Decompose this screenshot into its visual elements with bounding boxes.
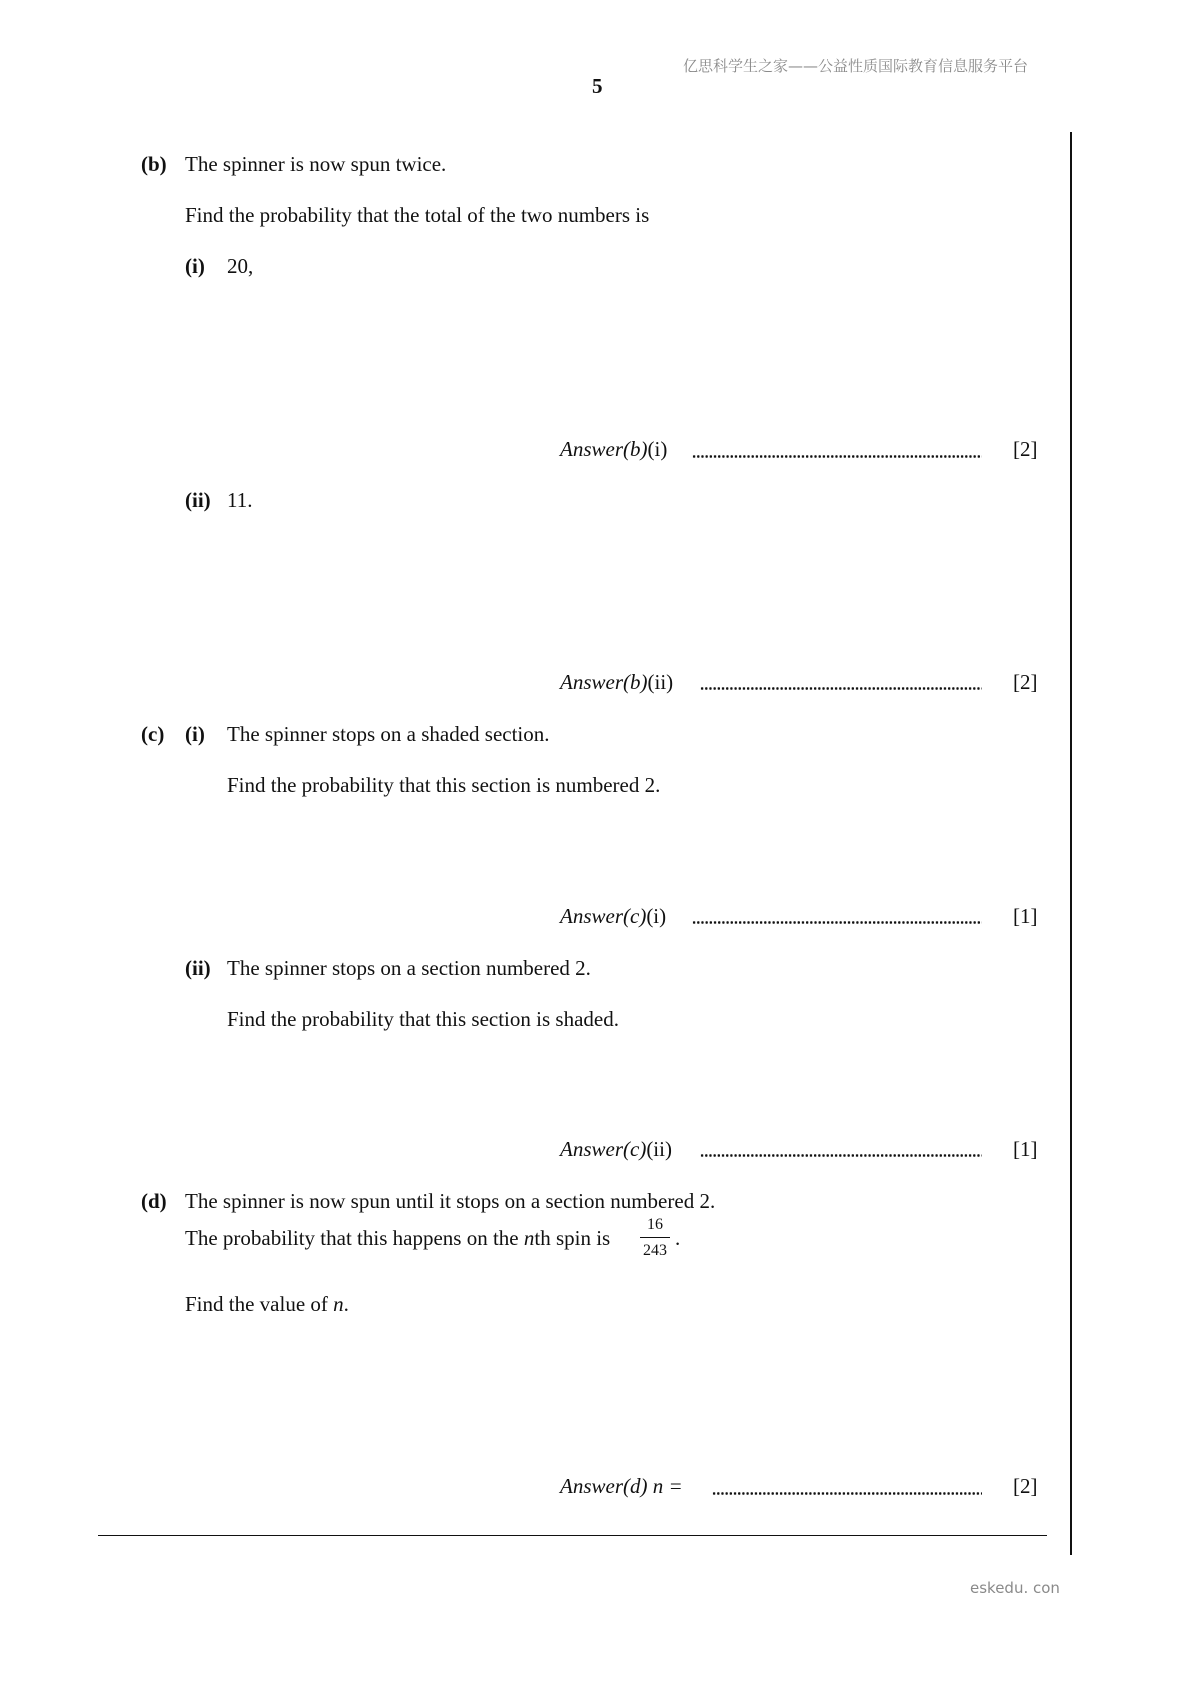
part-b-ii-label: (ii) <box>185 488 211 512</box>
answer-c-i-label: Answer(c)(i) <box>560 904 667 928</box>
bottom-rule <box>98 1535 1047 1536</box>
part-d-label: (d) <box>141 1189 167 1213</box>
fraction-bar <box>640 1237 670 1238</box>
part-c-i-label: (i) <box>185 722 205 746</box>
answer-b-i-line[interactable] <box>692 454 982 460</box>
fraction-denominator: 243 <box>643 1242 667 1259</box>
part-d-line1: The spinner is now spun until it stops on a section numbered 2. <box>185 1189 716 1213</box>
part-b-ii-text: 11. <box>227 488 253 512</box>
answer-c-ii-line[interactable] <box>700 1153 982 1159</box>
part-b-label: (b) <box>141 152 167 176</box>
part-b-i-text: 20, <box>227 254 254 278</box>
answer-b-ii-label: Answer(b)(ii) <box>560 670 674 694</box>
marks-b-i: [2] <box>1013 437 1038 461</box>
part-d-line2-end: . <box>675 1226 681 1250</box>
probability-fraction <box>640 1217 670 1259</box>
header-watermark: 亿思科学生之家——公益性质国际教育信息服务平台 <box>683 57 1029 75</box>
marks-b-ii: [2] <box>1013 670 1038 694</box>
page-number: 5 <box>592 74 603 98</box>
part-c-i-text: The spinner stops on a shaded section. <box>227 722 550 746</box>
part-c-ii-question: Find the probability that this section is shaded. <box>227 1007 619 1031</box>
answer-d-label: Answer(d) n = <box>560 1474 683 1498</box>
part-c-ii-label: (ii) <box>185 956 211 980</box>
marks-d: [2] <box>1013 1474 1038 1498</box>
part-d-line2: The probability that this happens on the nth spin is <box>185 1226 611 1250</box>
part-c-label: (c) <box>141 722 165 746</box>
part-c-i-question: Find the probability that this section is numbered 2. <box>227 773 661 797</box>
answer-b-i-label: Answer(b)(i) <box>560 437 668 461</box>
fraction-numerator: 16 <box>647 1216 663 1233</box>
marks-c-ii: [1] <box>1013 1137 1038 1161</box>
part-c-ii-text: The spinner stops on a section numbered 2. <box>227 956 591 980</box>
answer-d-line[interactable] <box>712 1491 982 1497</box>
answer-c-ii-label: Answer(c)(ii) <box>560 1137 672 1161</box>
part-b-intro: The spinner is now spun twice. <box>185 152 447 176</box>
answer-c-i-line[interactable] <box>692 920 982 926</box>
footer-watermark: eskedu. con <box>970 1579 1060 1597</box>
right-margin-line <box>1070 132 1072 1555</box>
marks-c-i: [1] <box>1013 904 1038 928</box>
part-b-question: Find the probability that the total of the two numbers is <box>185 203 650 227</box>
answer-b-ii-line[interactable] <box>700 686 982 692</box>
part-b-i-label: (i) <box>185 254 205 278</box>
part-d-question: Find the value of n. <box>185 1292 349 1316</box>
